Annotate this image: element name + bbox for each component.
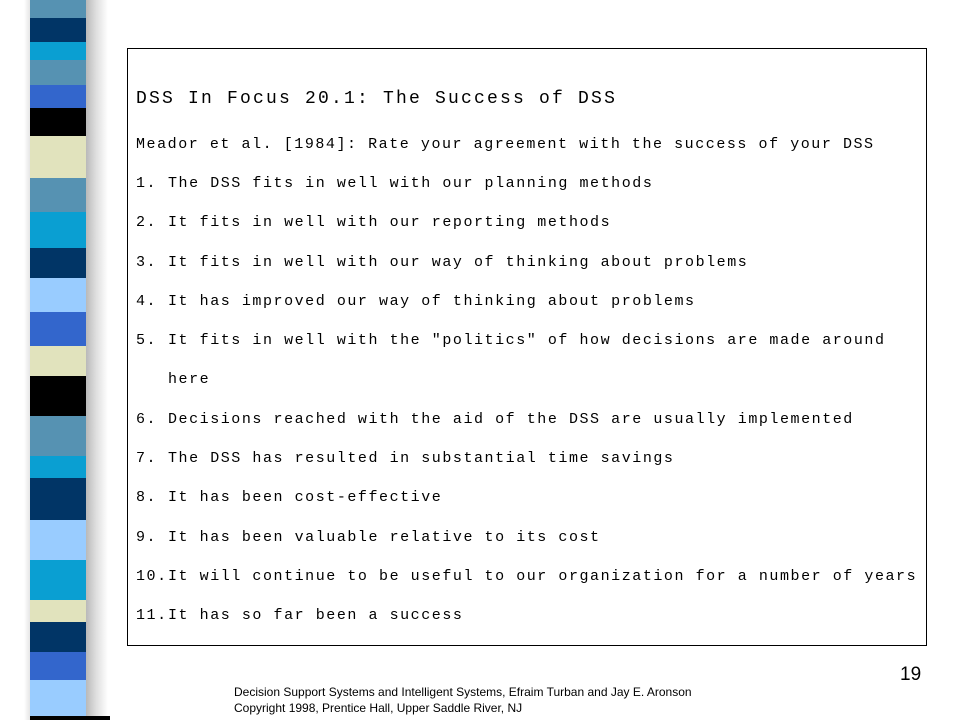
stripe-segment — [30, 560, 86, 600]
stripe-segment — [30, 416, 86, 456]
item-text: It has so far been a success — [168, 607, 464, 625]
list-item-continuation — [136, 371, 917, 410]
item-text: The DSS fits in well with our planning methods — [168, 175, 654, 192]
list-item — [136, 568, 917, 607]
footer-line-1: Decision Support Systems and Intelligent Systems, Efraim Turban and Jay E. Aronson — [234, 685, 692, 699]
list-item — [136, 332, 917, 371]
item-text: here — [168, 371, 211, 389]
item-number: 2. — [136, 214, 158, 232]
item-number: 3. — [136, 253, 158, 271]
slide-subtitle: Meador et al. [1984]: Rate your agreement with the success of your DSS — [136, 136, 875, 153]
item-text: It has been cost-effective — [168, 489, 443, 507]
stripe-segment — [30, 18, 86, 42]
stripe-segment — [30, 652, 86, 680]
stripe-segment — [30, 456, 86, 478]
stripe-shadow — [86, 0, 108, 720]
item-number: 1. — [136, 175, 158, 192]
item-text: It fits in well with our way of thinking about problems — [168, 253, 749, 271]
item-number: 7. — [136, 450, 158, 468]
footer-line-2: Copyright 1998, Prentice Hall, Upper Saddle River, NJ — [234, 701, 523, 715]
item-number: 4. — [136, 292, 158, 310]
item-text: It has improved our way of thinking about problems — [168, 292, 696, 310]
stripe-segment — [30, 520, 86, 560]
item-text: It fits in well with our reporting methods — [168, 214, 612, 232]
item-text: It has been valuable relative to its cost — [168, 528, 601, 546]
content-box — [127, 48, 927, 646]
item-text: Decisions reached with the aid of the DSS are usually implemented — [168, 410, 854, 428]
stripe-segment — [30, 60, 86, 85]
item-number: 10. — [136, 567, 168, 585]
stripe-segment — [30, 178, 86, 212]
stripe-segment — [30, 108, 86, 136]
stripe-segment — [30, 346, 86, 376]
list-item — [136, 450, 917, 489]
item-text: It will continue to be useful to our organization for a number of years — [168, 567, 918, 585]
stripe-segment — [30, 622, 86, 652]
success-criteria-list — [136, 175, 917, 647]
list-item — [136, 411, 917, 450]
bottom-line — [30, 716, 110, 720]
stripe-segment — [30, 478, 86, 520]
item-number: 11. — [136, 607, 168, 625]
item-number: 8. — [136, 489, 158, 507]
decorative-stripe-bar — [30, 0, 86, 720]
slide-title: DSS In Focus 20.1: The Success of DSS — [136, 89, 618, 109]
item-text: It fits in well with the "politics" of how decisions are made around — [168, 332, 886, 350]
stripe-segment — [30, 85, 86, 108]
page-number: 19 — [900, 664, 922, 685]
stripe-segment — [30, 600, 86, 622]
stripe-segment — [30, 376, 86, 416]
item-number: 9. — [136, 528, 158, 546]
stripe-segment — [30, 312, 86, 346]
list-item — [136, 214, 917, 253]
stripe-segment — [30, 42, 86, 60]
item-number: 6. — [136, 410, 158, 428]
item-number: 5. — [136, 332, 158, 350]
stripe-segment — [30, 680, 86, 720]
list-item — [136, 529, 917, 568]
list-item — [136, 175, 917, 214]
stripe-segment — [30, 136, 86, 178]
list-item — [136, 607, 917, 646]
stripe-segment — [30, 212, 86, 248]
stripe-segment — [30, 0, 86, 18]
item-text: The DSS has resulted in substantial time savings — [168, 450, 675, 468]
list-item — [136, 254, 917, 293]
list-item — [136, 489, 917, 528]
stripe-segment — [30, 278, 86, 312]
stripe-segment — [30, 248, 86, 278]
footer-citation — [234, 684, 692, 716]
list-item — [136, 293, 917, 332]
